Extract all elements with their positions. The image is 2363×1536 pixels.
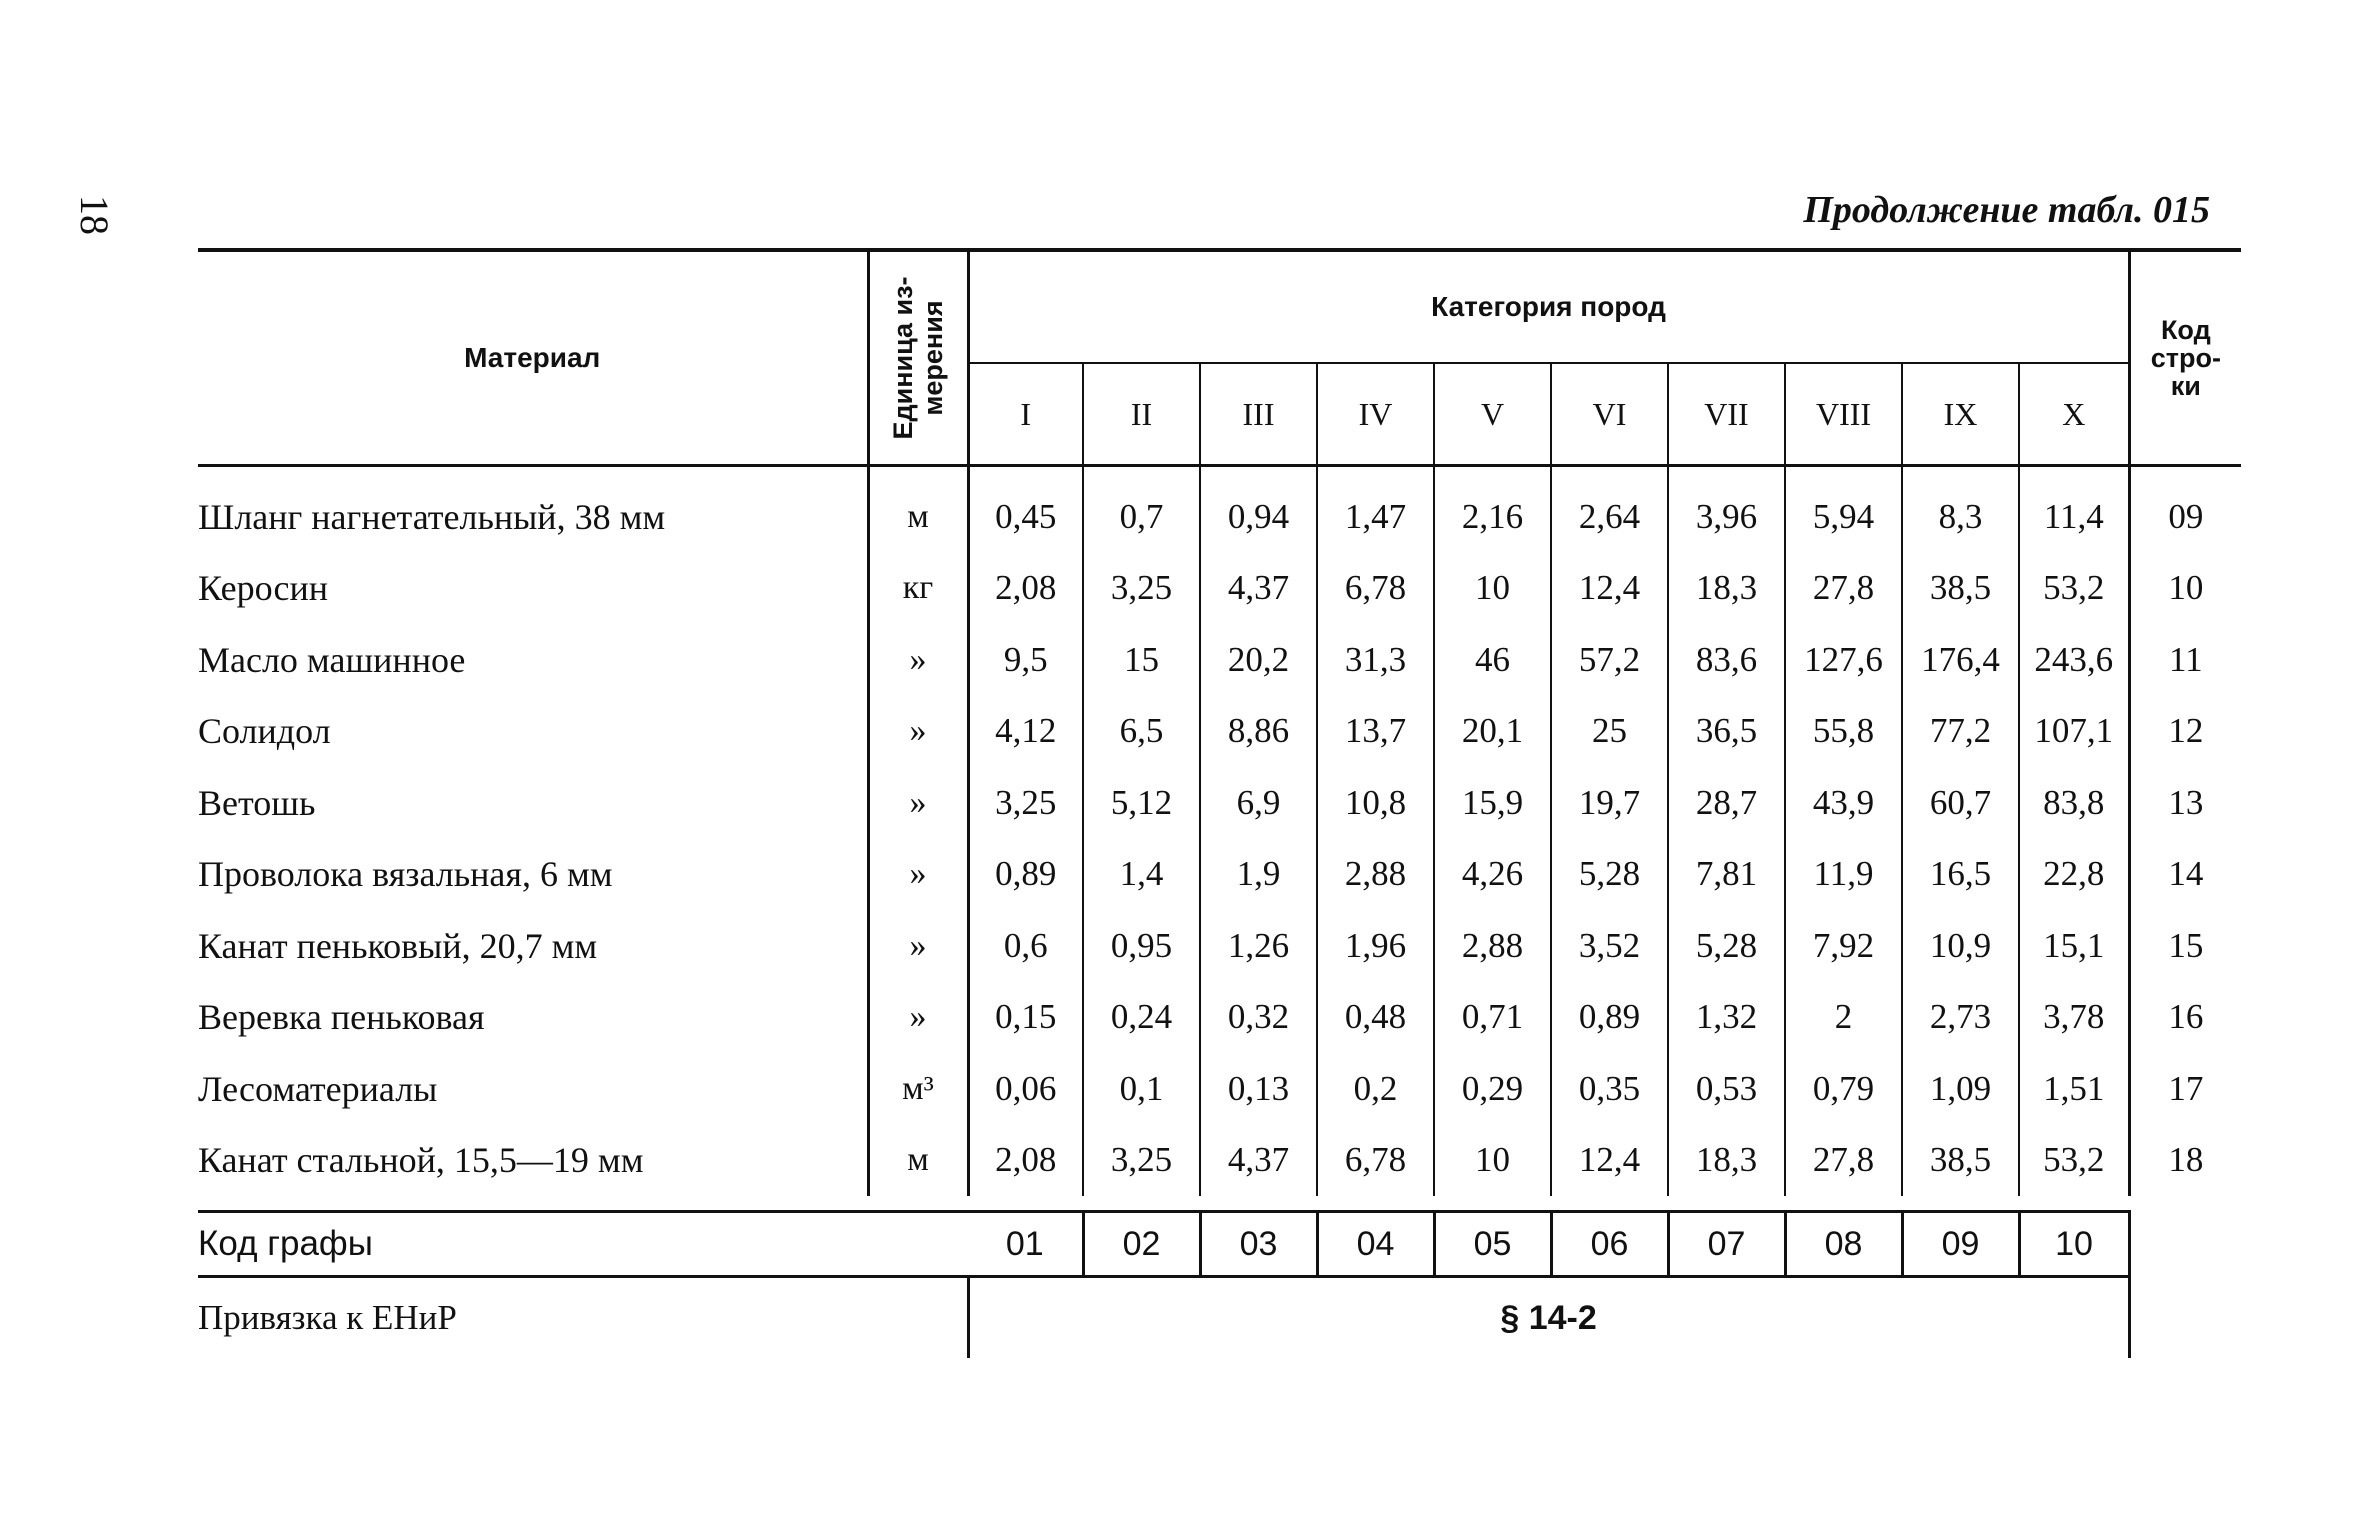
category-3-value: 6,9 — [1200, 767, 1317, 839]
category-4-value: 13,7 — [1317, 696, 1434, 768]
category-10-value: 107,1 — [2034, 711, 2114, 751]
category-6-value: 3,52 — [1551, 910, 1668, 982]
category-7-value: 0,53 — [1668, 1053, 1785, 1125]
norms-table — [198, 248, 2241, 1358]
row-code: 11 — [2129, 624, 2241, 696]
unit: м — [868, 466, 968, 553]
header-material: Материал — [198, 250, 868, 466]
category-1-value: 2,08 — [968, 553, 1083, 625]
category-9-value: 38,5 — [1902, 553, 2019, 625]
material-name: Масло машинное — [198, 624, 868, 696]
category-3-value: 20,2 — [1200, 624, 1317, 696]
category-2-value: 5,12 — [1083, 767, 1200, 839]
category-6-value: 0,35 — [1551, 1053, 1668, 1125]
category-8-value: 11,9 — [1785, 839, 1902, 911]
binding-label: Привязка к ЕНиР — [198, 1298, 457, 1337]
category-6-value: 5,28 — [1551, 839, 1668, 911]
category-2-value: 3,25 — [1083, 553, 1200, 625]
category-3-value: 4,37 — [1200, 1125, 1317, 1197]
category-5-value: 0,71 — [1434, 982, 1551, 1054]
table-row — [198, 696, 2241, 768]
category-3-value: 8,86 — [1200, 696, 1317, 768]
continuation-title: Продолжение табл. 015 — [1803, 189, 2210, 231]
graph-code-1: 01 — [968, 1212, 1083, 1277]
material-name: Шланг нагнетательный, 38 мм — [198, 466, 868, 553]
category-1-value: 2,08 — [968, 1125, 1083, 1197]
category-10-value: 53,2 — [2043, 568, 2105, 608]
category-5-value: 15,9 — [1434, 767, 1551, 839]
category-6-value: 0,89 — [1551, 982, 1668, 1054]
material-name: Канат пеньковый, 20,7 мм — [198, 910, 868, 982]
row-code: 14 — [2129, 839, 2241, 911]
category-9-value: 60,7 — [1902, 767, 2019, 839]
table-row — [198, 767, 2241, 839]
category-3-value: 0,94 — [1200, 466, 1317, 553]
graph-code-9: 09 — [1902, 1212, 2019, 1277]
category-9-value: 2,73 — [1902, 982, 2019, 1054]
material-name: Канат стальной, 15,5—19 мм — [198, 1125, 868, 1197]
category-4-value: 0,48 — [1317, 982, 1434, 1054]
category-9-value: 1,09 — [1902, 1053, 2019, 1125]
category-10-value: 3,78 — [2043, 997, 2105, 1037]
category-2-value: 3,25 — [1083, 1125, 1200, 1197]
category-1-value: 0,89 — [968, 839, 1083, 911]
category-3-value: 0,13 — [1200, 1053, 1317, 1125]
category-5-value: 2,16 — [1434, 466, 1551, 553]
category-4-value: 31,3 — [1317, 624, 1434, 696]
unit: » — [868, 696, 968, 768]
category-10-value: 83,8 — [2043, 782, 2105, 822]
category-5-value: 0,29 — [1434, 1053, 1551, 1125]
category-4-value: 1,47 — [1317, 466, 1434, 553]
table-row — [198, 466, 2241, 553]
category-5-value: 2,88 — [1434, 910, 1551, 982]
category-4-value: 10,8 — [1317, 767, 1434, 839]
category-9-value: 16,5 — [1902, 839, 2019, 911]
category-9-value: 10,9 — [1902, 910, 2019, 982]
row-code: 13 — [2129, 767, 2241, 839]
header-unit — [868, 250, 968, 466]
category-9-value: 8,3 — [1902, 466, 2019, 553]
category-6-header: VI — [1551, 363, 1668, 466]
unit: » — [868, 839, 968, 911]
category-7-value: 83,6 — [1668, 624, 1785, 696]
unit: м³ — [868, 1053, 968, 1125]
category-5-header: V — [1434, 363, 1551, 466]
category-9-value: 77,2 — [1902, 696, 2019, 768]
category-4-value: 0,2 — [1317, 1053, 1434, 1125]
category-8-value: 7,92 — [1785, 910, 1902, 982]
category-8-value: 43,9 — [1785, 767, 1902, 839]
category-10-value: 1,51 — [2043, 1068, 2105, 1108]
table-row — [198, 910, 2241, 982]
category-4-value: 6,78 — [1317, 553, 1434, 625]
category-1-value: 0,15 — [968, 982, 1083, 1054]
unit: кг — [868, 553, 968, 625]
category-10-value: 22,8 — [2043, 854, 2105, 894]
category-5-value: 20,1 — [1434, 696, 1551, 768]
category-1-value: 0,6 — [968, 910, 1083, 982]
graph-code-3: 03 — [1200, 1212, 1317, 1277]
graph-code-7: 07 — [1668, 1212, 1785, 1277]
category-6-value: 25 — [1551, 696, 1668, 768]
unit: » — [868, 624, 968, 696]
graph-code-2: 02 — [1083, 1212, 1200, 1277]
category-1-header: I — [968, 363, 1083, 466]
category-5-value: 4,26 — [1434, 839, 1551, 911]
category-9-header: IX — [1902, 363, 2019, 466]
category-1-value: 3,25 — [968, 767, 1083, 839]
category-8-value: 27,8 — [1785, 1125, 1902, 1197]
row-code: 12 — [2129, 696, 2241, 768]
table-row — [198, 553, 2241, 625]
table-footer — [198, 1196, 2241, 1358]
category-10-value: 15,1 — [2043, 925, 2105, 965]
category-6-value: 2,64 — [1551, 466, 1668, 553]
category-3-value: 1,26 — [1200, 910, 1317, 982]
table-row — [198, 1125, 2241, 1197]
category-8-value: 27,8 — [1785, 553, 1902, 625]
category-3-value: 0,32 — [1200, 982, 1317, 1054]
row-code: 09 — [2129, 466, 2241, 553]
header-row-code: Код стро- ки — [2129, 250, 2241, 466]
binding-row — [198, 1277, 2241, 1359]
category-10-header: X — [2062, 395, 2086, 432]
page-number: 18 — [72, 195, 117, 235]
category-8-value: 5,94 — [1785, 466, 1902, 553]
category-1-value: 0,06 — [968, 1053, 1083, 1125]
graph-code-empty — [2129, 1212, 2241, 1277]
category-2-value: 0,24 — [1083, 982, 1200, 1054]
category-3-value: 4,37 — [1200, 553, 1317, 625]
category-10-value: 11,4 — [2043, 496, 2104, 536]
graph-code-4: 04 — [1317, 1212, 1434, 1277]
category-8-value: 55,8 — [1785, 696, 1902, 768]
graph-code-8: 08 — [1785, 1212, 1902, 1277]
unit: » — [868, 982, 968, 1054]
category-7-value: 36,5 — [1668, 696, 1785, 768]
category-2-value: 6,5 — [1083, 696, 1200, 768]
unit: » — [868, 767, 968, 839]
category-4-header: IV — [1317, 363, 1434, 466]
category-1-value: 9,5 — [968, 624, 1083, 696]
category-4-value: 6,78 — [1317, 1125, 1434, 1197]
graph-code-label: Код графы — [198, 1212, 968, 1277]
category-3-header: III — [1200, 363, 1317, 466]
category-4-value: 2,88 — [1317, 839, 1434, 911]
category-6-value: 19,7 — [1551, 767, 1668, 839]
category-4-value: 1,96 — [1317, 910, 1434, 982]
category-5-value: 46 — [1434, 624, 1551, 696]
category-1-value: 4,12 — [968, 696, 1083, 768]
row-code: 10 — [2129, 553, 2241, 625]
norms-table-container — [198, 248, 2241, 1358]
category-6-value: 12,4 — [1551, 1125, 1668, 1197]
category-5-value: 10 — [1434, 1125, 1551, 1197]
category-2-value: 1,4 — [1083, 839, 1200, 911]
category-9-value: 176,4 — [1902, 624, 2019, 696]
category-7-value: 18,3 — [1668, 1125, 1785, 1197]
category-6-value: 57,2 — [1551, 624, 1668, 696]
category-7-header: VII — [1668, 363, 1785, 466]
category-8-value: 127,6 — [1785, 624, 1902, 696]
category-3-value: 1,9 — [1200, 839, 1317, 911]
row-code: 17 — [2129, 1053, 2241, 1125]
material-name: Керосин — [198, 553, 868, 625]
category-10-value: 243,6 — [2034, 639, 2114, 679]
unit: » — [868, 910, 968, 982]
table-row — [198, 624, 2241, 696]
material-name: Проволока вязальная, 6 мм — [198, 839, 868, 911]
category-8-header: VIII — [1785, 363, 1902, 466]
category-7-value: 7,81 — [1668, 839, 1785, 911]
material-name: Лесоматериалы — [198, 1053, 868, 1125]
category-1-value: 0,45 — [968, 466, 1083, 553]
category-7-value: 28,7 — [1668, 767, 1785, 839]
header-unit-text: Единица из- мерения — [888, 276, 948, 440]
table-body — [198, 466, 2241, 1197]
row-code: 16 — [2129, 982, 2241, 1054]
table-row — [198, 839, 2241, 911]
graph-code-10: 10 — [2019, 1212, 2129, 1277]
material-name: Солидол — [198, 696, 868, 768]
table-row — [198, 1053, 2241, 1125]
row-code: 18 — [2129, 1125, 2241, 1197]
category-2-value: 0,1 — [1083, 1053, 1200, 1125]
category-9-value: 38,5 — [1902, 1125, 2019, 1197]
category-2-header: II — [1083, 363, 1200, 466]
row-code: 15 — [2129, 910, 2241, 982]
header-category: Категория пород — [968, 250, 2129, 363]
category-2-value: 15 — [1083, 624, 1200, 696]
material-name: Веревка пеньковая — [198, 982, 868, 1054]
graph-code-row — [198, 1212, 2241, 1277]
material-name: Ветошь — [198, 767, 868, 839]
table-header — [198, 250, 2241, 466]
category-7-value: 18,3 — [1668, 553, 1785, 625]
category-10-value: 53,2 — [2043, 1140, 2105, 1180]
graph-code-5: 05 — [1434, 1212, 1551, 1277]
category-6-value: 12,4 — [1551, 553, 1668, 625]
unit: м — [868, 1125, 968, 1197]
category-8-value: 0,79 — [1785, 1053, 1902, 1125]
binding-value: § 14-2 — [968, 1277, 2129, 1359]
category-7-value: 5,28 — [1668, 910, 1785, 982]
category-5-value: 10 — [1434, 553, 1551, 625]
category-8-value: 2 — [1785, 982, 1902, 1054]
category-7-value: 3,96 — [1668, 466, 1785, 553]
table-row — [198, 982, 2241, 1054]
graph-code-6: 06 — [1551, 1212, 1668, 1277]
category-2-value: 0,7 — [1083, 466, 1200, 553]
category-7-value: 1,32 — [1668, 982, 1785, 1054]
category-2-value: 0,95 — [1083, 910, 1200, 982]
